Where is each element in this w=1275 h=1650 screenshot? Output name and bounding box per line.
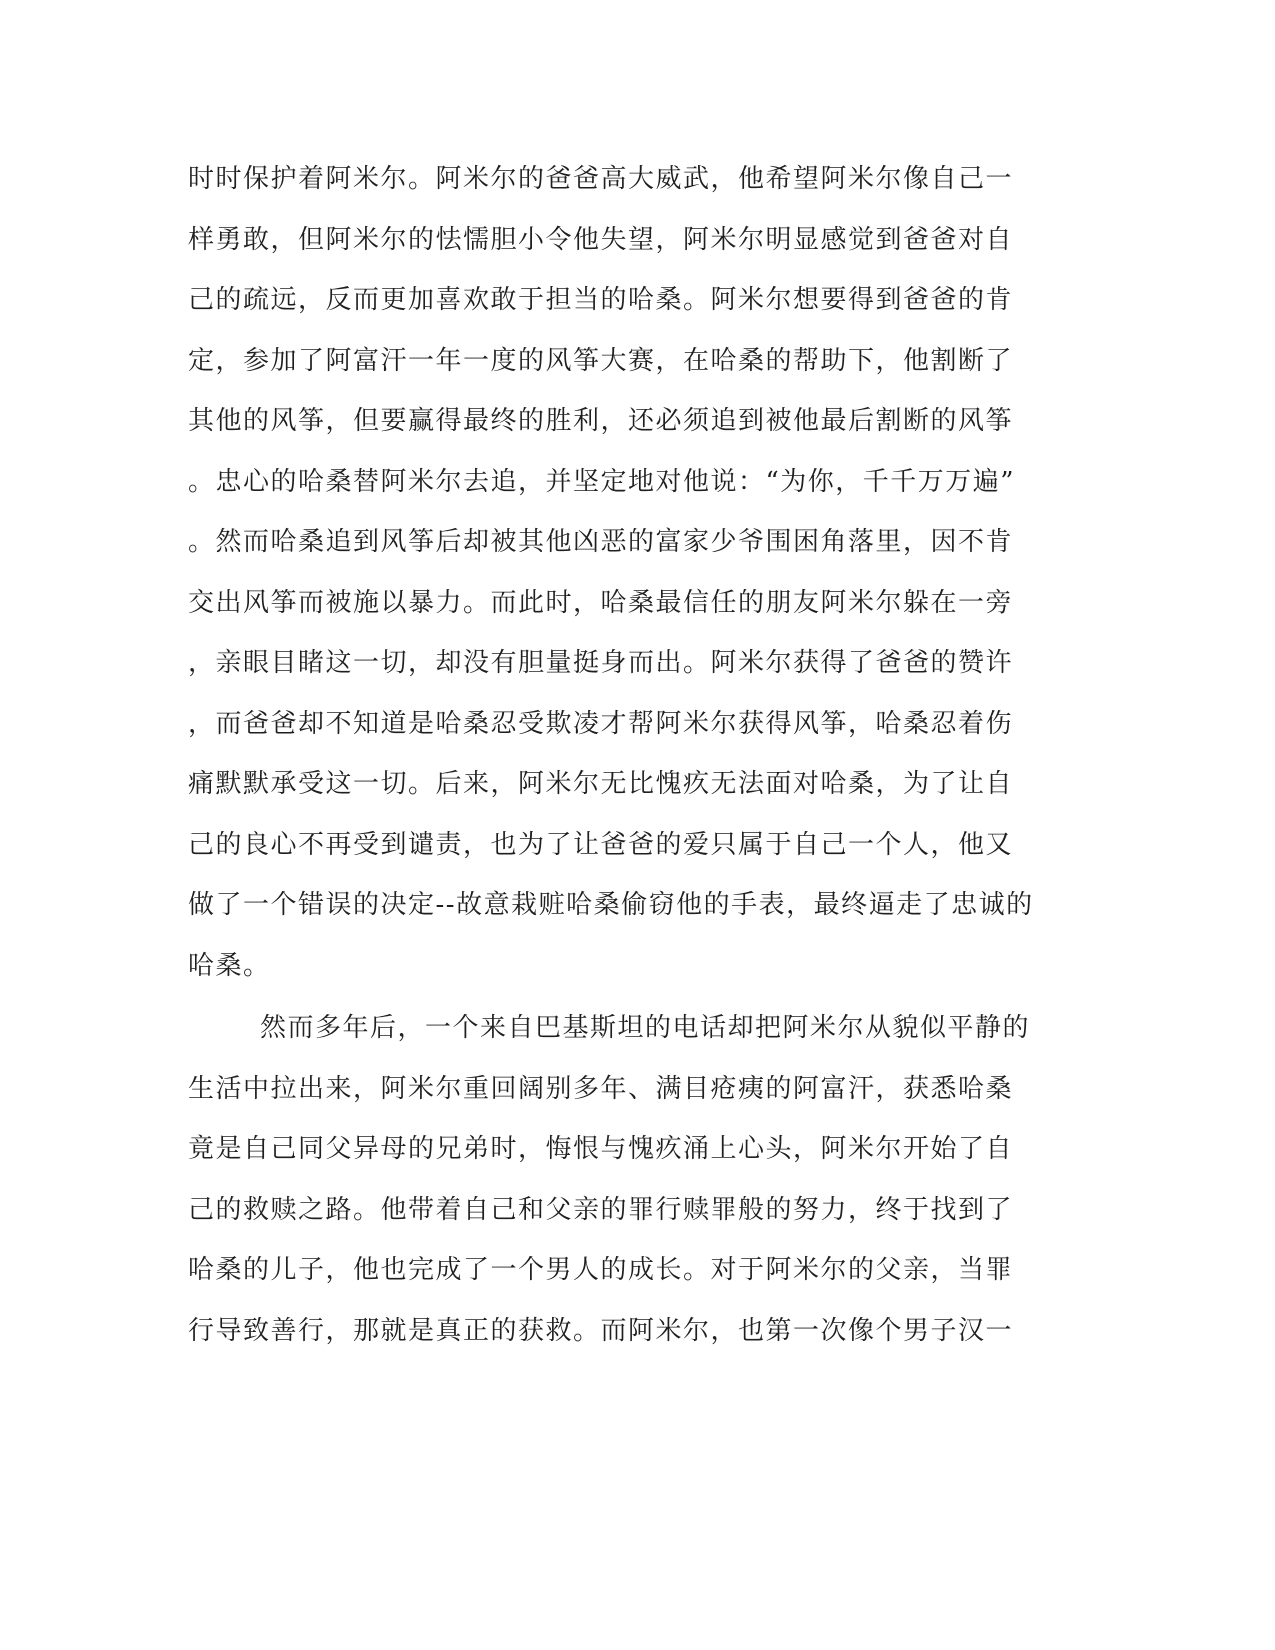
text-line: 行导致善行，那就是真正的获救。而阿米尔，也第一次像个男子汉一: [188, 1315, 1014, 1346]
paragraph-2: [188, 1010, 1088, 1373]
text-line: ，亲眼目睹这一切，却没有胆量挺身而出。阿米尔获得了爸爸的赞许: [188, 648, 1014, 678]
text-line: 己的良心不再受到谴责，也为了让爸爸的爱只属于自己一个人，他又: [188, 829, 1014, 860]
text-line: 时时保护着阿米尔。阿米尔的爸爸高大威武，他希望阿米尔像自己一: [188, 164, 1014, 194]
text-line: 。忠心的哈桑替阿米尔去追，并坚定地对他说：“为你，千千万万遍”: [188, 466, 1016, 497]
text-line: 哈桑。: [188, 950, 271, 981]
text-line: 己的疏远，反而更加喜欢敢于担当的哈桑。阿米尔想要得到爸爸的肯: [188, 285, 1014, 315]
text-line: 竟是自己同父异母的兄弟时，悔恨与愧疚涌上心头，阿米尔开始了自: [188, 1134, 1014, 1164]
text-line: 。然而哈桑追到风筝后却被其他凶恶的富家少爷围困角落里，因不肯: [188, 527, 1014, 557]
text-line: 做了一个错误的决定--故意栽赃哈桑偷窃他的手表，最终逼走了忠诚的: [188, 890, 1034, 920]
text-line: 然而多年后，一个来自巴基斯坦的电话却把阿米尔从貌似平静的: [260, 1013, 1031, 1043]
text-line: 痛默默承受这一切。后来，阿米尔无比愧疚无法面对哈桑，为了让自: [188, 769, 1014, 799]
text-line: 生活中拉出来，阿米尔重回阔别多年、满目疮痍的阿富汗，获悉哈桑: [188, 1073, 1014, 1104]
text-line: 己的救赎之路。他带着自己和父亲的罪行赎罪般的努力，终于找到了: [188, 1194, 1014, 1225]
body-text: [188, 161, 1088, 1373]
paragraph-1: [188, 161, 1088, 1008]
text-line: 其他的风筝，但要赢得最终的胜利，还必须追到被他最后割断的风筝: [188, 406, 1014, 436]
text-line: 定，参加了阿富汗一年一度的风筝大赛，在哈桑的帮助下，他割断了: [188, 345, 1014, 376]
text-line: 哈桑的儿子，他也完成了一个男人的成长。对于阿米尔的父亲，当罪: [188, 1255, 1014, 1285]
text-line: 样勇敢，但阿米尔的怯懦胆小令他失望，阿米尔明显感觉到爸爸对自: [188, 224, 1014, 255]
text-line: ，而爸爸却不知道是哈桑忍受欺凌才帮阿米尔获得风筝，哈桑忍着伤: [188, 708, 1014, 739]
text-line: 交出风筝而被施以暴力。而此时，哈桑最信任的朋友阿米尔躲在一旁: [188, 587, 1014, 618]
